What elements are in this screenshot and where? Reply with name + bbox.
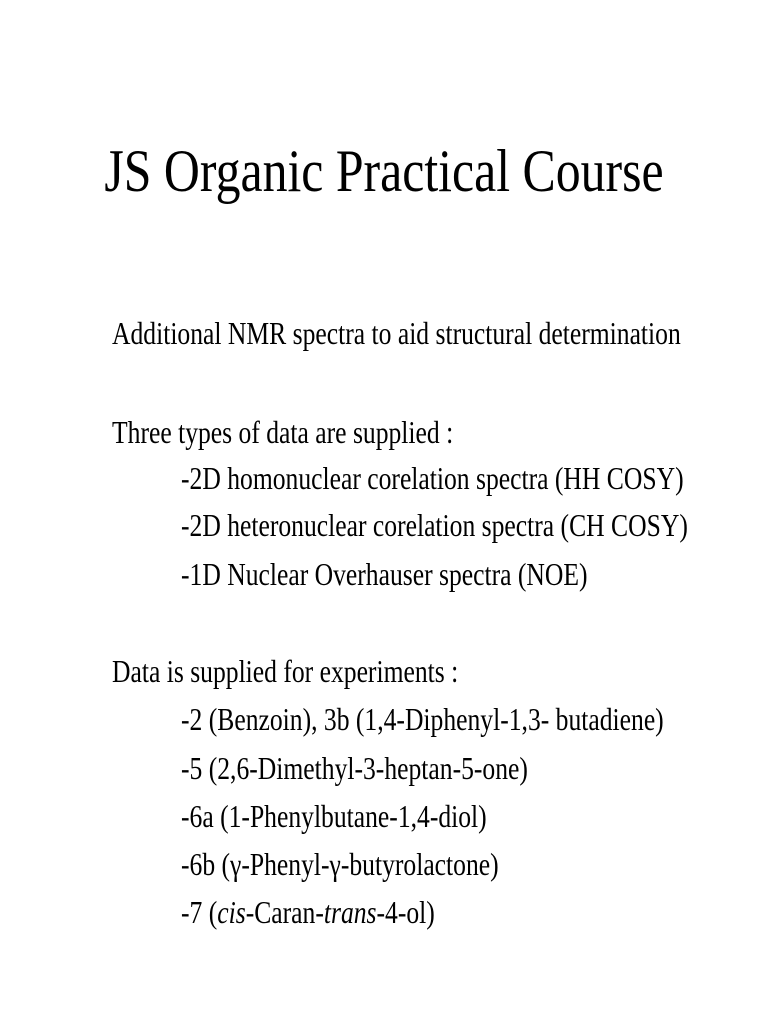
experiment-item-5: -5 (2,6-Dimethyl-3-heptan-5-one) (181, 750, 528, 786)
experiment-7-trans: trans (323, 894, 377, 930)
data-type-item-hh-cosy: -2D homonuclear corelation spectra (HH COSY) (181, 460, 684, 496)
intro-text: Additional NMR spectra to aid structural determination (112, 315, 681, 351)
experiment-item-7 (181, 892, 435, 932)
experiment-item-2-3b: -2 (Benzoin), 3b (1,4-Diphenyl-1,3- butadiene) (181, 701, 664, 737)
experiment-item-6b: -6b (γ-Phenyl-γ-butyrolactone) (181, 846, 499, 882)
data-type-item-noe: -1D Nuclear Overhauser spectra (NOE) (181, 556, 588, 592)
experiment-7-cis: cis (217, 894, 246, 930)
data-types-heading: Three types of data are supplied : (112, 414, 454, 450)
data-type-item-ch-cosy: -2D heteronuclear corelation spectra (CH COSY) (181, 507, 688, 543)
experiment-7-middle: -Caran- (245, 894, 324, 930)
experiment-7-suffix: -4-ol) (376, 894, 435, 930)
experiment-item-6a: -6a (1-Phenylbutane-1,4-diol) (181, 798, 487, 834)
slide-title: JS Organic Practical Course (104, 138, 664, 204)
experiment-7-prefix: -7 ( (181, 894, 218, 930)
experiments-heading: Data is supplied for experiments : (112, 653, 459, 689)
